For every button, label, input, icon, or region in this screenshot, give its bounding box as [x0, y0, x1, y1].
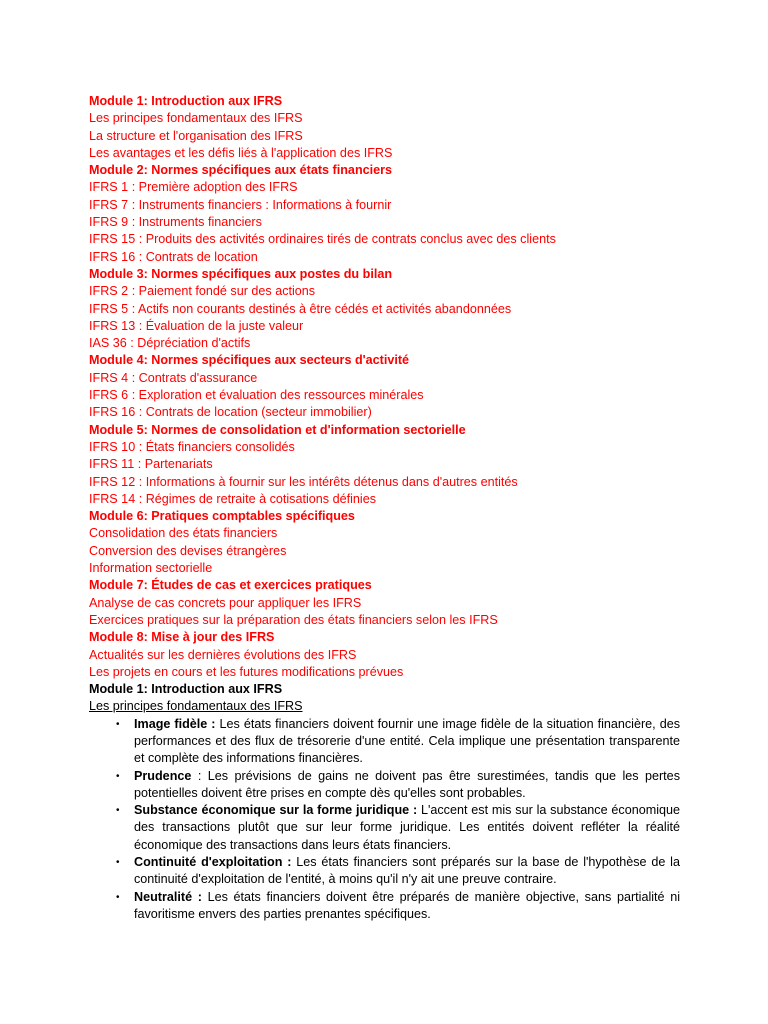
- principle-term: Neutralité :: [134, 889, 202, 904]
- bullet-icon: •: [116, 770, 120, 782]
- toc-item: Les projets en cours et les futures modifications prévues: [89, 664, 404, 679]
- toc-item: IFRS 13 : Évaluation de la juste valeur: [89, 318, 304, 333]
- toc-item: Information sectorielle: [89, 561, 213, 576]
- principle-item: [89, 716, 680, 768]
- principle-term: Image fidèle :: [134, 716, 216, 731]
- principle-item: [89, 768, 680, 803]
- toc-item: Conversion des devises étrangères: [89, 543, 287, 558]
- bullet-icon: •: [116, 805, 120, 817]
- toc-item: IFRS 11 : Partenariats: [89, 457, 213, 472]
- principle-text: Les états financiers doivent fournir une image fidèle de la situation financière, des performances et des flux de trésorerie d'une entité. Cela implique une présentation transparente et complète des informations financières.: [134, 716, 680, 766]
- toc-item: IFRS 5 : Actifs non courants destinés à être cédés et activités abandonnées: [89, 301, 512, 316]
- principle-item: [89, 802, 680, 854]
- section-subheading: Les principes fondamentaux des IFRS: [89, 699, 303, 714]
- bullet-icon: •: [116, 891, 120, 903]
- toc-item: IFRS 14 : Régimes de retraite à cotisations définies: [89, 491, 376, 506]
- principle-text: Les états financiers doivent être préparés de manière objective, sans partialité ni favoritisme envers des parties prenantes spécifiques.: [134, 889, 680, 921]
- toc-item: IFRS 16 : Contrats de location: [89, 249, 258, 264]
- toc-module-heading: Module 4: Normes spécifiques aux secteurs d'activité: [89, 353, 410, 368]
- principle-text: Les états financiers sont préparés sur la base de l'hypothèse de la continuité d'exploitation de l'entité, à moins qu'il n'y ait une preuve contraire.: [134, 855, 680, 887]
- toc-item: Analyse de cas concrets pour appliquer les IFRS: [89, 595, 362, 610]
- toc-item: IFRS 2 : Paiement fondé sur des actions: [89, 284, 316, 299]
- toc-module-heading: Module 2: Normes spécifiques aux états financiers: [89, 163, 393, 178]
- toc-item: Consolidation des états financiers: [89, 526, 278, 541]
- toc-module-heading: Module 8: Mise à jour des IFRS: [89, 630, 275, 645]
- toc-item: IFRS 10 : États financiers consolidés: [89, 439, 295, 454]
- toc-item: IAS 36 : Dépréciation d'actifs: [89, 336, 251, 351]
- toc-item: Les avantages et les défis liés à l'application des IFRS: [89, 145, 393, 160]
- bullet-icon: •: [116, 718, 120, 730]
- principle-term: Substance économique sur la forme juridique :: [134, 803, 418, 818]
- toc-module-heading: Module 6: Pratiques comptables spécifiques: [89, 509, 355, 524]
- toc-item: IFRS 15 : Produits des activités ordinaires tirés de contrats conclus avec des clients: [89, 232, 556, 247]
- toc-item: IFRS 4 : Contrats d'assurance: [89, 370, 258, 385]
- toc-module-heading: Module 7: Études de cas et exercices pratiques: [89, 578, 372, 593]
- principle-term: Continuité d'exploitation :: [134, 855, 292, 870]
- toc-item: IFRS 1 : Première adoption des IFRS: [89, 180, 298, 195]
- toc-item: IFRS 7 : Instruments financiers : Informations à fournir: [89, 197, 392, 212]
- document-page: [89, 93, 680, 923]
- section-heading: Module 1: Introduction aux IFRS: [89, 682, 283, 697]
- principle-text: L'accent est mis sur la substance économique des transactions plutôt que sur leur forme juridique. Les entités doivent refléter la réalité économique des transactions dans leurs états financiers.: [134, 803, 681, 852]
- toc-item: IFRS 12 : Informations à fournir sur les intérêts détenus dans d'autres entités: [89, 474, 518, 489]
- toc-item: La structure et l'organisation des IFRS: [89, 128, 303, 143]
- principles-list: [89, 716, 680, 924]
- toc-item: IFRS 16 : Contrats de location (secteur immobilier): [89, 405, 372, 420]
- principle-item: [89, 889, 680, 924]
- table-of-contents: [89, 93, 680, 681]
- principle-item: [89, 854, 680, 889]
- principle-text: : Les prévisions de gains ne doivent pas être surestimées, tandis que les pertes potentielles doivent être prises en compte dès qu'elles sont probables.: [134, 768, 680, 800]
- toc-item: Les principes fondamentaux des IFRS: [89, 111, 303, 126]
- toc-item: IFRS 6 : Exploration et évaluation des ressources minérales: [89, 388, 424, 403]
- toc-item: Actualités sur les dernières évolutions des IFRS: [89, 647, 357, 662]
- toc-module-heading: Module 5: Normes de consolidation et d'information sectorielle: [89, 422, 466, 437]
- principle-term: Prudence: [134, 768, 192, 783]
- toc-module-heading: Module 3: Normes spécifiques aux postes du bilan: [89, 266, 393, 281]
- toc-item: IFRS 9 : Instruments financiers: [89, 215, 262, 230]
- toc-item: Exercices pratiques sur la préparation des états financiers selon les IFRS: [89, 612, 498, 627]
- bullet-icon: •: [116, 857, 120, 869]
- toc-module-heading: Module 1: Introduction aux IFRS: [89, 94, 283, 108]
